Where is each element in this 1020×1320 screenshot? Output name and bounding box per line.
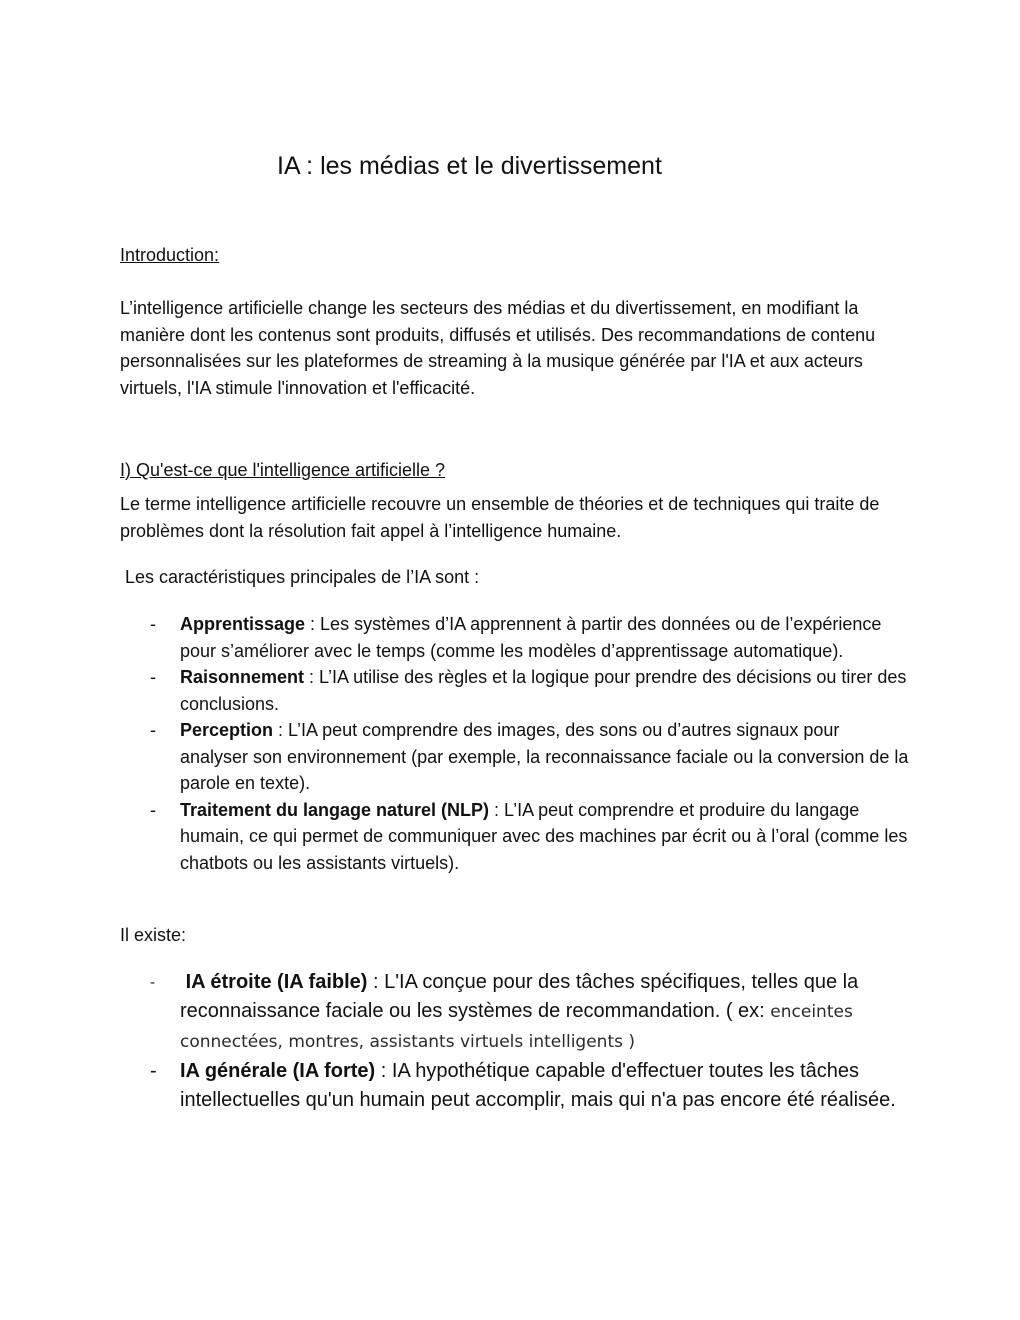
list-item xyxy=(120,968,910,1057)
term-description: : Les systèmes d’IA apprennent à partir des données ou de l’expérience pour s’améliorer avec le temps (comme les modèles d’apprentissage automatique). xyxy=(180,614,882,661)
intro-paragraph: L’intelligence artificielle change les secteurs des médias et du divertissement, en modifiant la manière dont les contenus sont produits, diffusés et utilisés. Des recommandations de contenu personnalisées sur les plateformes de streaming à la musique générée par l'IA et aux acteurs virtuels, l'IA stimule l'innovation et l'efficacité. xyxy=(120,298,876,398)
section1-paragraph: Le terme intelligence artificielle recouvre un ensemble de théories et de techniques qui traite de problèmes dont la résolution fait appel à l’intelligence humaine. xyxy=(120,494,880,541)
list-dash: - xyxy=(150,1060,157,1082)
term-description: : L'IA conçue pour des tâches spécifiques, telles que la reconnaissance faciale ou les systèmes de recommandation. ( ex: xyxy=(180,971,859,1022)
term-label: Apprentissage xyxy=(180,614,306,634)
term-description: : L’IA peut comprendre et produire du langage humain, ce qui permet de communiquer avec des machines par écrit ou à l’oral (comme les chatbots ou les assistants virtuels). xyxy=(180,799,908,873)
term-label: Traitement du langage naturel (NLP) xyxy=(180,799,490,820)
list-dash: - xyxy=(150,614,156,634)
types-intro: Il existe: xyxy=(120,925,187,945)
document-title: IA : les médias et le divertissement xyxy=(277,152,662,180)
list-dash: - xyxy=(150,974,155,991)
term-label: Raisonnement xyxy=(180,667,305,687)
list-dash: - xyxy=(150,720,156,740)
term-description: : IA hypothétique capable d'effectuer toutes les tâches intellectuelles qu'un humain peut accomplir, mais qui n'a pas encore été réalisée. xyxy=(180,1060,896,1111)
term-label: IA étroite (IA faible) xyxy=(180,971,368,993)
list-dash: - xyxy=(150,667,156,687)
term-description: : L’IA utilise des règles et la logique pour prendre des décisions ou tirer des conclusions. xyxy=(180,667,907,714)
term-description: : L’IA peut comprendre des images, des sons ou d’autres signaux pour analyser son environnement (par exemple, la reconnaissance faciale ou la conversion de la parole en texte). xyxy=(180,720,909,793)
types-list xyxy=(120,968,910,1115)
intro-heading: Introduction: xyxy=(120,245,220,265)
list-item xyxy=(120,717,910,797)
example-text: enceintes connectées, montres, assistants virtuels intelligents ) xyxy=(180,1002,853,1052)
characteristics-list xyxy=(120,611,910,876)
list-item xyxy=(120,797,910,877)
list-item xyxy=(120,611,910,664)
characteristics-intro: Les caractéristiques principales de l’IA sont : xyxy=(120,567,480,587)
term-label: Perception xyxy=(180,720,274,740)
list-item xyxy=(120,664,910,717)
term-label: IA générale (IA forte) xyxy=(180,1060,376,1082)
list-item xyxy=(120,1057,910,1115)
list-dash: - xyxy=(150,799,156,820)
section1-heading: I) Qu'est-ce que l'intelligence artificielle ? xyxy=(120,460,446,480)
